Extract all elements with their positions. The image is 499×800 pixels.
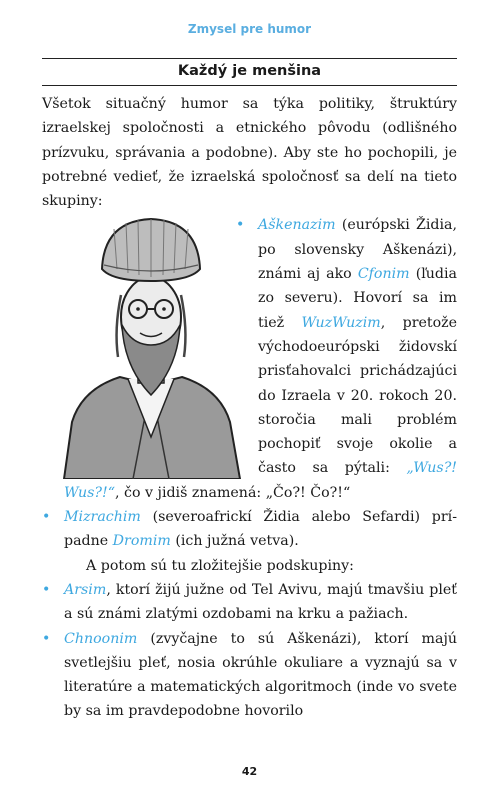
text-segment: , čo v jidiš znamená: „Čo?! Čo?!“ (115, 484, 351, 501)
term-askenazim: Aškenazim (258, 217, 336, 234)
bullet-dot: • (42, 581, 51, 598)
text-segment: (ľudia zo severu). Hovorí sa im tiež (258, 266, 457, 331)
text-segment: (zvyčajne to sú Aškenázi), ktorí majú svetlejšiu pleť, nosia okrúhle okuliare a vyznajú sa v literatúre a matematických algoritmoch (inde vo svete by sa im pravdepodobne hovorilo (64, 630, 457, 720)
term-wuzwuzim: WuzWuzim (301, 314, 381, 331)
hasidic-man-illustration (58, 217, 244, 479)
section-title: Každý je menšina (177, 63, 322, 79)
bullet-dot: • (42, 509, 51, 526)
bullet-dot: • (236, 217, 245, 234)
term-chnoonim: Chnoonim (64, 630, 138, 647)
term-dromim: Dromim (112, 533, 171, 550)
term-cfonim: Cfonim (357, 266, 410, 283)
title-bottom-rule (42, 85, 457, 86)
page-number: 42 (241, 765, 258, 778)
quote-wus: „Wus?! Wus?!“ (64, 460, 457, 501)
text-segment: , pretože východoeurópski židovskí prisťahovalci prichádzajúci do Izraela v 20. rokoch 20. storočia mali problém pochopiť svoje okolie a často sa pýtali: (258, 314, 457, 477)
bullet-dot: • (42, 630, 51, 647)
bullet-mizrachim (42, 505, 457, 554)
subgroups-intro: A potom sú tu zložitejšie podskupiny: (86, 557, 354, 574)
term-mizrachim: Mizrachim (64, 509, 141, 526)
text-segment: (severoafrickí Židia alebo Sefardi) prípadne (64, 509, 457, 550)
term-arsim: Arsim (64, 581, 107, 598)
title-top-rule (42, 58, 457, 59)
running-head: Zmysel pre humor (187, 22, 312, 36)
text-segment: (európski Židia, po slovensky Aškenázi), známi aj ako (258, 217, 457, 283)
intro-paragraph: Všetok situačný humor sa týka politiky, štruktúry izraelskej spoločnosti a etnického pôvodu (odlišného prízvuku, správania a podobne). Aby ste ho pochopili, je potrebné vedieť, že izraelská spoločnosť sa delí na tieto skupiny: (42, 96, 457, 210)
bullet-chnoonim (42, 627, 457, 724)
text-segment: , ktorí žijú južne od Tel Avivu, majú tmavšiu pleť a sú známi zlatými ozdobami na krku a pažiach. (64, 581, 457, 623)
body-text (42, 92, 457, 724)
bullet-arsim (42, 578, 457, 627)
text-segment: (ich južná vetva). (170, 533, 299, 550)
